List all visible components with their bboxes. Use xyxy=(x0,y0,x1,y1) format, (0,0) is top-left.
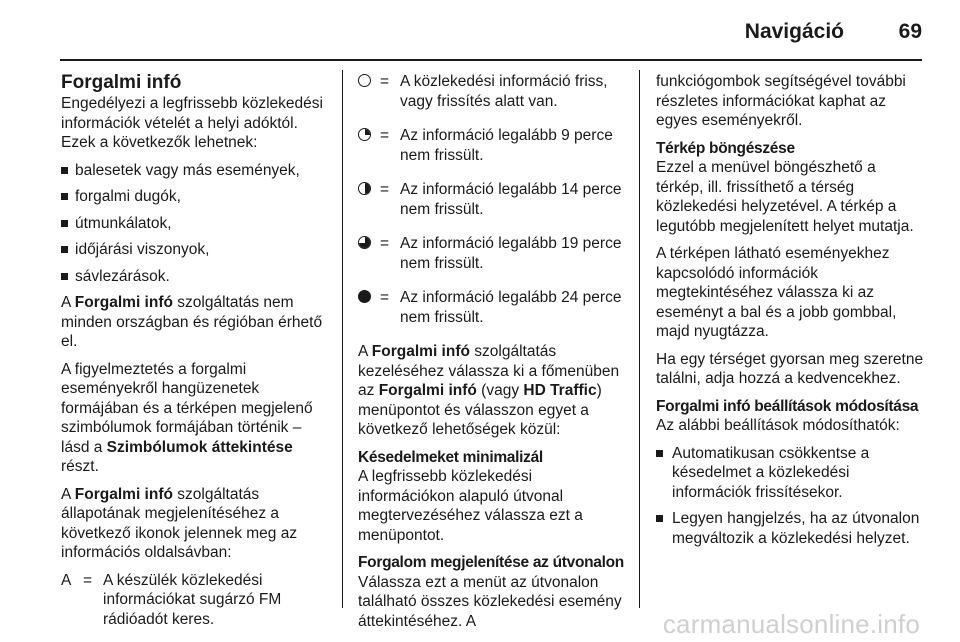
section-heading: Forgalmi infó xyxy=(61,72,182,93)
column-3 xyxy=(656,72,926,555)
subheading: Térkép böngészése xyxy=(656,139,795,157)
subheading: Forgalom megjelenítése az útvonalon xyxy=(358,554,624,571)
column-divider xyxy=(639,70,640,608)
list-item: Automatikusan csökkentse a késedelmet a közlekedési információk frissítésekor. xyxy=(656,444,926,503)
page-number: 69 xyxy=(898,20,922,43)
bullet-icon xyxy=(656,515,663,522)
column-divider xyxy=(342,70,343,608)
paragraph: Ha egy térséget gyorsan meg szeretne találni, adja hozzá a kedvencekhez. xyxy=(656,350,924,387)
bullet-icon xyxy=(61,273,68,280)
bullet-icon xyxy=(61,246,68,253)
list-item: balesetek vagy más események, xyxy=(61,161,333,181)
availability-paragraph: A Forgalmi infó szolgáltatás nem minden országban és régióban érhető el. xyxy=(61,294,323,350)
list-item: forgalmi dugók, xyxy=(61,187,333,207)
list-item: Legyen hangjelzés, ha az útvonalon megváltozik a közlekedési helyzet. xyxy=(656,509,926,548)
status-paragraph: A Forgalmi infó szolgáltatás állapotának megjelenítéséhez a következő ikonok jelennek meg az információs oldalsávban: xyxy=(61,485,298,561)
list-item: időjárási viszonyok, xyxy=(61,240,333,260)
status-definition: = Az információ legalább 19 perce nem frissült. xyxy=(358,234,628,273)
bullet-icon xyxy=(61,193,68,200)
full-circle-icon xyxy=(358,290,371,303)
bullet-icon xyxy=(61,167,68,174)
status-definition: = Az információ legalább 24 perce nem frissült. xyxy=(358,288,628,327)
paragraph: Ezzel a menüvel böngészhető a térkép, ill. frissíthető a térség közlekedési helyzetével. A térkép a legutóbb megjelenített helyet mutatja. xyxy=(656,159,914,235)
status-symbol: A xyxy=(61,571,72,589)
column-2 xyxy=(358,72,628,639)
event-list xyxy=(61,161,333,287)
intro-paragraph: Engedélyezi a legfrissebb közlekedési információk vételét a helyi adóktól. Ezek a következők lehetnek: xyxy=(61,95,323,151)
bullet-icon xyxy=(61,220,68,227)
half-circle-icon xyxy=(358,182,371,195)
subheading: Késedelmeket minimalizál xyxy=(358,448,543,466)
settings-list xyxy=(656,444,926,549)
warning-paragraph: A figyelmeztetés a forgalmi eseményekről hangüzenetek formájában és a térképen megjelenő szimbólumok formájában történik – lásd a Szimbólumok áttekintése részt. xyxy=(61,360,313,475)
menu-paragraph: A Forgalmi infó szolgáltatás kezeléséhez válassza ki a főmenüben az Forgalmi infó (vagy HD Traffic) menüpontot és válasszon egyet a következő lehetőségek közül: xyxy=(358,343,620,438)
paragraph: Az alábbi beállítások módosíthatók: xyxy=(656,417,900,434)
page-title: Navigáció xyxy=(744,20,844,43)
three-quarter-circle-icon xyxy=(358,236,371,249)
bullet-icon xyxy=(656,450,663,457)
paragraph: A térképen látható eseményekhez kapcsolódó információk megtekintéséhez válassza ki az eseményt a bal és a jobb gombbal, majd nyugtázza. xyxy=(656,245,897,340)
header-rule xyxy=(60,59,922,61)
status-definition: = Az információ legalább 9 perce nem frissült. xyxy=(358,126,628,165)
list-item: sávlezárások. xyxy=(61,267,333,287)
status-definition: A = A készülék közlekedési információkat sugárzó FM rádióadót keres. xyxy=(61,571,282,628)
paragraph: funkciógombok segítségével további részletes információkat kaphat az egyes eseményekről. xyxy=(656,73,906,129)
status-definition: = Az információ legalább 14 perce nem frissült. xyxy=(358,180,628,219)
paragraph: A legfrissebb közlekedési információkon alapuló útvonal megtervezéséhez válassza ezt a menüpontot. xyxy=(358,468,583,544)
paragraph: Válassza ezt a menüt az útvonalon található összes közlekedési esemény áttekintéséhez. A xyxy=(358,573,622,630)
status-definition: = A közlekedési információ friss, vagy frissítés alatt van. xyxy=(358,72,628,111)
list-item: útmunkálatok, xyxy=(61,214,333,234)
page-header xyxy=(0,0,960,62)
watermark: carmanualsonline.info xyxy=(662,609,920,639)
column-1 xyxy=(61,72,333,637)
quarter-circle-icon xyxy=(358,128,371,141)
subheading: Forgalmi infó beállítások módosítása xyxy=(656,397,919,415)
empty-circle-icon xyxy=(358,74,371,87)
